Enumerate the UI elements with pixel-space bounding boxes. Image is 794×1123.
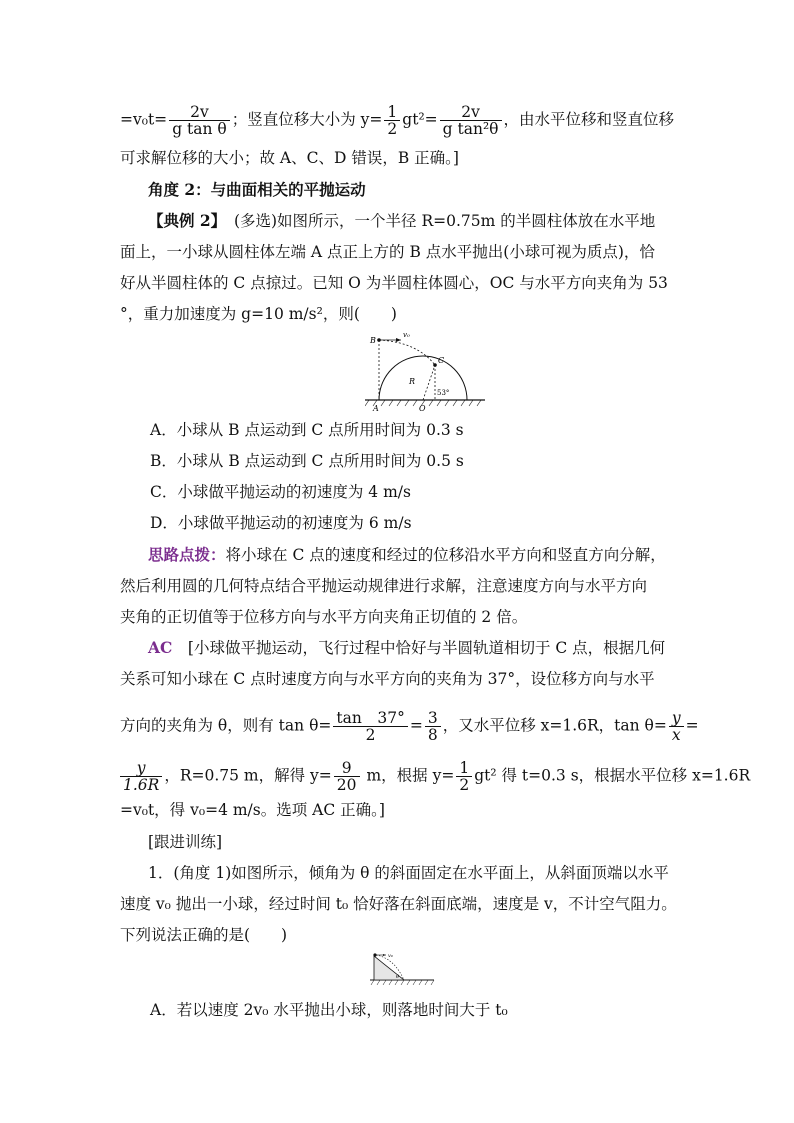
label-C: C <box>438 356 445 365</box>
example-tag: 【典例 2】 <box>148 211 219 230</box>
option-item: B．小球从 B 点运动到 C 点所用时间为 0.5 s <box>150 452 464 470</box>
formula-line-1: =v₀t= $\frac{2v}{\text{g tan θ}}$ ；竖直位移大小为 y= $\frac{1}{2}$ gt²= $\frac{2v}{\text{g tan²θ}}$ ，由水平位移和竖直位移 <box>120 103 675 138</box>
label-v0: v₀ <box>403 332 410 339</box>
question-line: 【典例 2】 (多选)如图所示，一个半径 R=0.75m 的半圆柱体放在水平地 <box>148 211 656 230</box>
label-angle: 53° <box>437 389 450 397</box>
option-item: D．小球做平抛运动的初速度为 6 m/s <box>150 514 412 532</box>
half-cylinder-figure <box>365 332 485 414</box>
label-R: R <box>409 377 416 386</box>
hint-line: 夹角的正切值等于位移方向与水平方向夹角正切值的 2 倍。 <box>120 608 528 626</box>
label-B: B <box>370 336 376 345</box>
solution-line: =v₀t，得 v₀=4 m/s。选项 AC 正确。] <box>120 801 385 819</box>
option-item: C．小球做平抛运动的初速度为 4 m/s <box>150 483 411 501</box>
fraction: $\frac{2v}{\text{g tan θ}}$ <box>169 104 230 137</box>
question-line: 好从半圆柱体的 C 点掠过。已知 O 为半圆柱体圆心，OC 与水平方向夹角为 53 <box>120 274 668 292</box>
question-line: 面上，一小球从圆柱体左端 A 点正上方的 B 点水平抛出(小球可视为质点)，恰 <box>120 243 655 261</box>
fraction: $\frac{1}{2}$ <box>384 104 400 137</box>
practice-line: 下列说法正确的是( ) <box>120 926 288 944</box>
solution-line: AC [小球做平抛运动，飞行过程中恰好与半圆轨道相切于 C 点，根据几何 <box>148 638 666 657</box>
solution-line: 方向的夹角为 θ，则有 tan θ= $\frac{\tan 37^\circ}{2}$ = $\frac{3}{8}$ ，又水平位移 x=1.6R，tan θ= $\frac{y}{x}$ = <box>120 709 699 744</box>
option-item: A．小球从 B 点运动到 C 点所用时间为 0.3 s <box>150 421 464 439</box>
hint-line: 然后利用圆的几何特点结合平抛运动规律进行求解，注意速度方向与水平方向 <box>120 577 648 595</box>
option-item: A．若以速度 2v₀ 水平抛出小球，则落地时间大于 t₀ <box>150 1001 508 1019</box>
label-A: A <box>373 404 379 413</box>
text-line: 可求解位移的大小；故 A、C、D 错误，B 正确。] <box>120 149 459 167</box>
label-O: O <box>419 404 426 413</box>
incline-figure <box>368 950 436 988</box>
hint-line: 思路点拨：将小球在 C 点的速度和经过的位移沿水平方向和竖直方向分解， <box>148 545 666 564</box>
solution-line: 关系可知小球在 C 点时速度方向与水平方向的夹角为 37°，设位移方向与水平 <box>120 670 655 688</box>
question-line: °，重力加速度为 g=10 m/s²，则( ) <box>120 305 397 323</box>
answer-badge: AC <box>148 638 173 657</box>
practice-line: 速度 v₀ 抛出一小球，经过时间 t₀ 恰好落在斜面底端，速度是 v，不计空气阻力。 <box>120 895 677 913</box>
practice-line: 1．(角度 1)如图所示，倾角为 θ 的斜面固定在水平面上，从斜面顶端以水平 <box>148 864 669 882</box>
hint-label: 思路点拨： <box>148 545 226 564</box>
fraction: $\frac{2v}{\text{g tan²θ}}$ <box>440 104 502 137</box>
section-heading: 角度 2：与曲面相关的平抛运动 <box>148 180 366 199</box>
label-v0: v₀ <box>388 953 393 959</box>
practice-heading: [跟进训练] <box>148 833 223 851</box>
solution-line: $\frac{y}{1.6R}$ ，R=0.75 m，解得 y= $\frac{9}{20}$ m，根据 y= $\frac{1}{2}$ gt² 得 t=0.3 s，根据水平位移 x=1.6R <box>118 760 750 793</box>
label-theta: θ <box>396 974 400 980</box>
